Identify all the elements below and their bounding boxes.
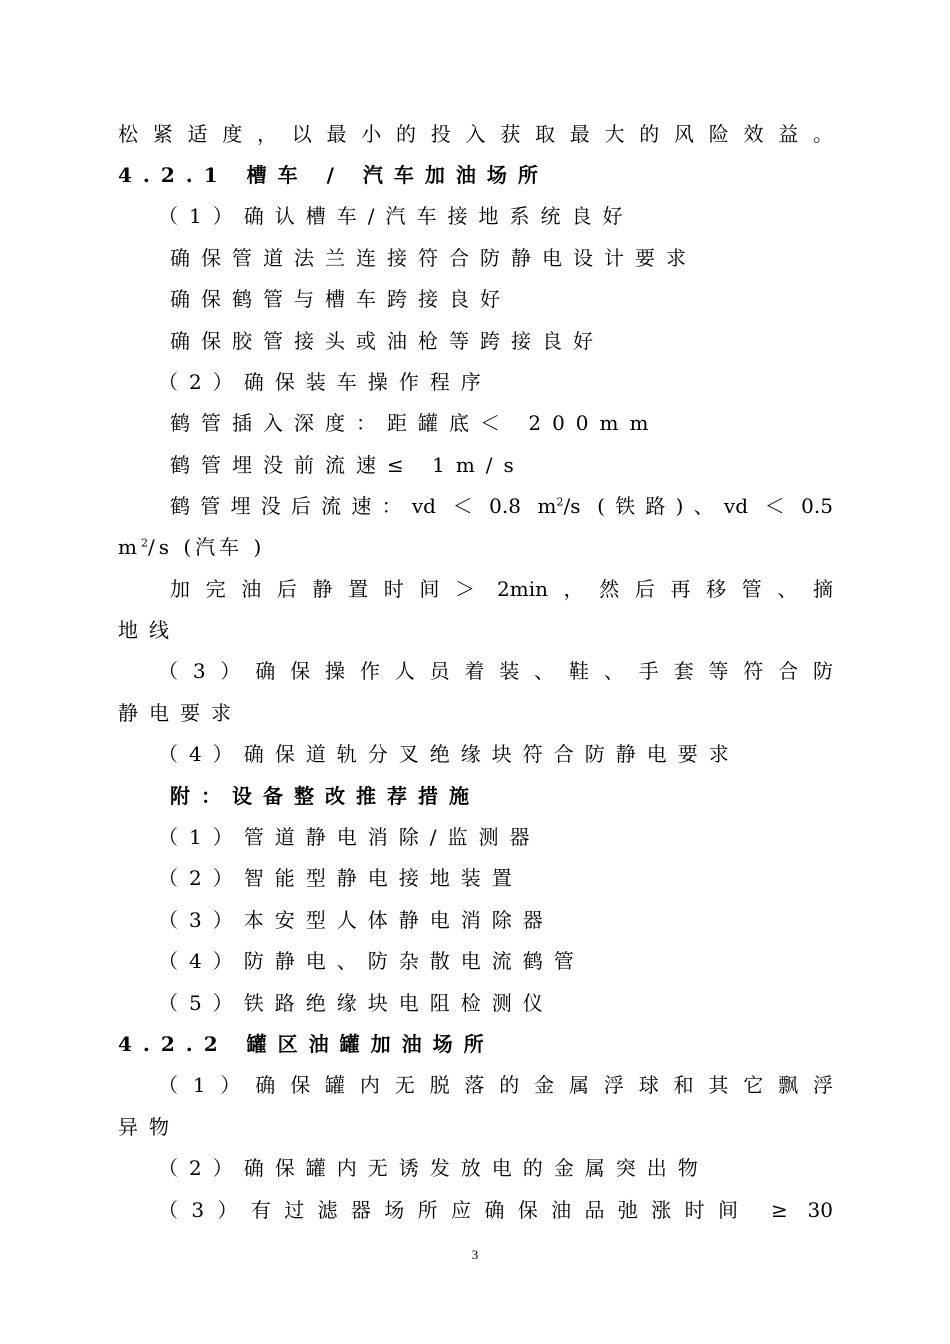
paragraph-line: $m^2/s$ (汽车 ) <box>118 535 266 559</box>
paragraph-line: 松紧适度，以最小的投入获取最大的风险效益。 <box>118 122 833 146</box>
list-item-5: （5）铁路绝缘块电阻检测仪 <box>158 991 554 1015</box>
paragraph-line: 静电要求 <box>118 701 242 725</box>
page-number: 3 <box>471 1247 479 1262</box>
paragraph-line: 确保胶管接头或油枪等跨接良好 <box>170 329 604 353</box>
list-item-2: （2）智能型静电接地装置 <box>158 866 523 890</box>
list-item-3: （3）有过滤器场所应确保油品弛涨时间 ≥ 30 <box>158 1198 833 1222</box>
text-segment: 鹤管埋没后流速：vd ＜ 0.8 $m^2/s$ (铁路)、vd ＜ 0.5 <box>170 494 833 518</box>
paragraph-line: 鹤管插入深度：距罐底＜ 200mm <box>170 411 660 435</box>
paragraph-line: 确保鹤管与槽车跨接良好 <box>170 287 511 311</box>
list-item-1: （1）确保罐内无脱落的金属浮球和其它飘浮 <box>158 1073 833 1097</box>
section-heading-4-2-1: 4.2.1 槽车 / 汽车加油场所 <box>118 163 549 187</box>
appendix-heading: 附：设备整改推荐措施 <box>170 784 480 808</box>
list-item-3: （3）确保操作人员着装、鞋、手套等符合防 <box>158 659 833 683</box>
list-item-4: （4）确保道轨分叉绝缘块符合防静电要求 <box>158 742 740 766</box>
paragraph-line: 异物 <box>118 1115 180 1139</box>
paragraph-line: 确保管道法兰连接符合防静电设计要求 <box>170 246 697 270</box>
list-item-2: （2）确保罐内无诱发放电的金属突出物 <box>158 1156 709 1180</box>
paragraph-line: 鹤管埋没前流速≤ 1m/s <box>170 453 525 477</box>
list-item-4: （4）防静电、防杂散电流鹤管 <box>158 949 585 973</box>
superscript: 2 <box>140 536 148 550</box>
superscript: 2 <box>556 495 564 509</box>
paragraph-line: 加完油后静置时间＞ 2min，然后再移管、摘 <box>170 577 833 601</box>
paragraph-line: 地线 <box>118 618 180 642</box>
list-item-1: （1）确认槽车/汽车接地系统良好 <box>158 204 634 228</box>
list-item-2: （2）确保装车操作程序 <box>158 370 492 394</box>
list-item-1: （1）管道静电消除/监测器 <box>158 825 541 849</box>
list-item-3: （3）本安型人体静电消除器 <box>158 908 554 932</box>
paragraph-line-flow-rate <box>170 491 833 521</box>
section-heading-4-2-2: 4.2.2 罐区油罐加油场所 <box>118 1032 495 1056</box>
